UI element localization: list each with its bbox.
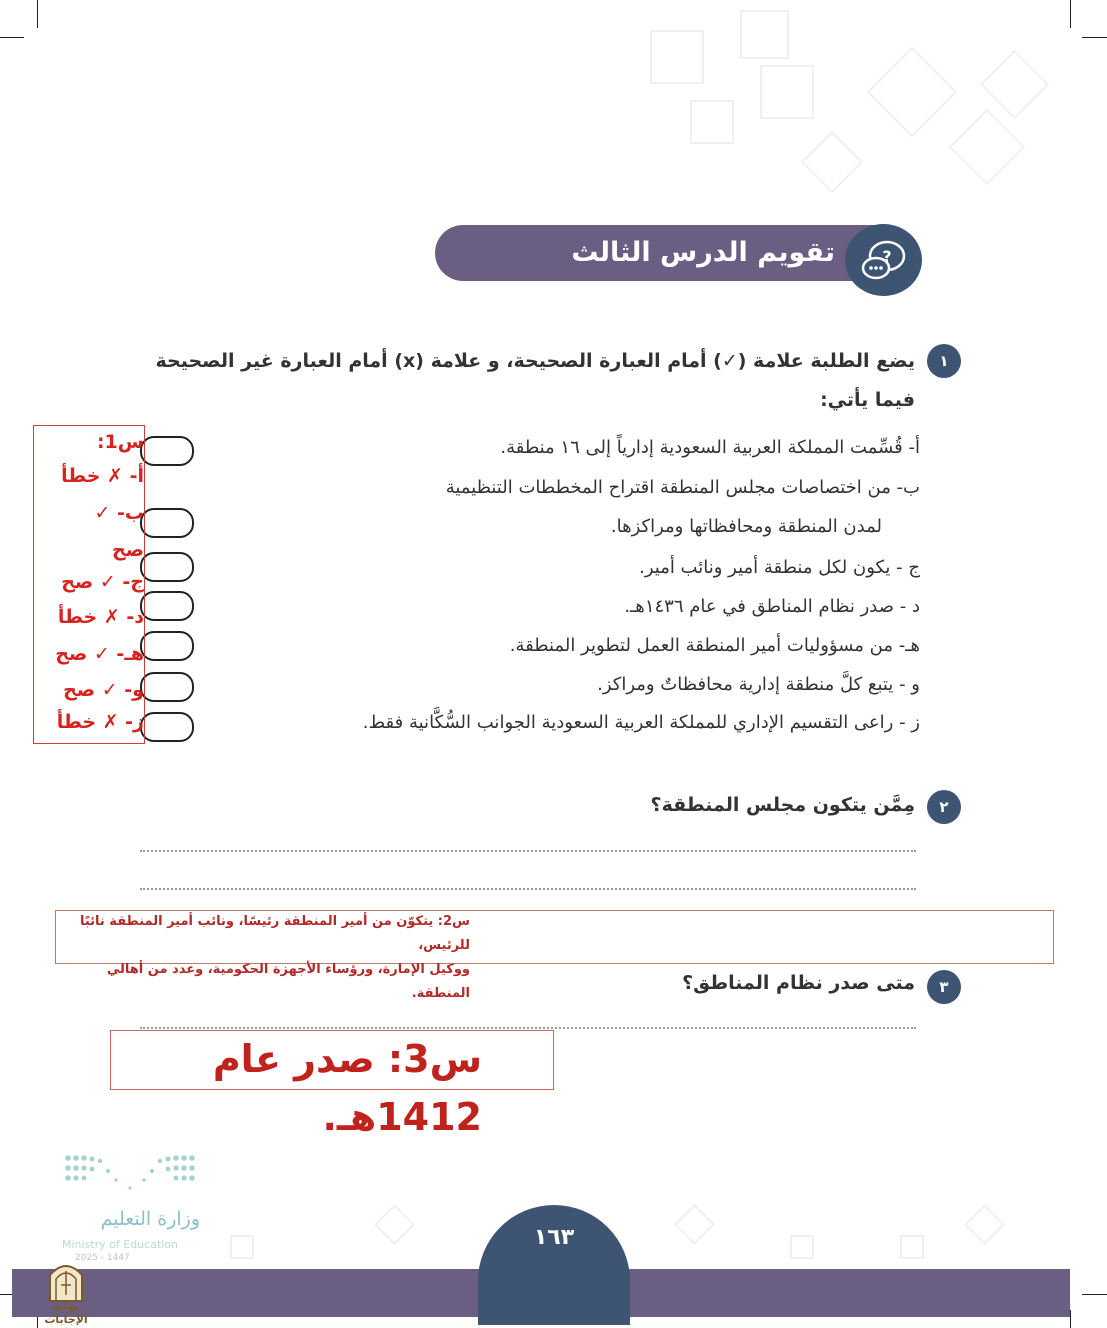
crop-mark xyxy=(1070,0,1071,28)
answer-box-c[interactable] xyxy=(140,552,194,582)
question-3-text: متى صدر نظام المناطق؟ xyxy=(682,972,915,994)
page-number: ١٦٣ xyxy=(533,1225,575,1250)
statement-c: ج - يكون لكل منطقة أمير ونائب أمير. xyxy=(639,557,920,578)
crop-mark xyxy=(0,37,24,38)
crop-mark xyxy=(1070,1310,1071,1328)
answer-box-a[interactable] xyxy=(140,436,194,466)
svg-text:?: ? xyxy=(882,247,892,266)
statement-f: و - يتبع كلَّ منطقة إدارية محافظاتٌ ومراكز. xyxy=(597,674,920,695)
statement-a: أ- قُسِّمت المملكة العربية السعودية إدارياً إلى ١٦ منطقة. xyxy=(500,437,920,458)
answer-box-f[interactable] xyxy=(140,672,194,702)
answer-heading: س1: xyxy=(96,431,144,453)
crop-mark xyxy=(37,0,38,28)
question-number: ٢ xyxy=(927,790,961,824)
answer-line xyxy=(140,1027,916,1029)
ministry-year: 2025 - 1447 xyxy=(75,1253,130,1263)
answer-q2-line2: ووكيل الإمارة، ورؤساء الأجهزة الحكومية، وعدد من أهالي المنطقة. xyxy=(106,962,470,1001)
answer-b: ب- ✓ xyxy=(94,502,144,524)
statement-b: ب- من اختصاصات مجلس المنطقة اقتراح المخططات التنظيمية xyxy=(445,477,920,498)
answer-box-d[interactable] xyxy=(140,591,194,621)
crop-mark xyxy=(1082,37,1107,38)
answer-q3: س3: صدر عام 1412هـ. xyxy=(212,1037,482,1139)
answer-box-b[interactable] xyxy=(140,508,194,538)
question-1-text: يضع الطلبة علامة (✓) أمام العبارة الصحيحة، و علامة (x) أمام العبارة غير الصحيحة فيما يأتي: xyxy=(155,350,915,411)
question-2-text: مِمَّن يتكون مجلس المنطقة؟ xyxy=(650,794,915,816)
answer-line xyxy=(140,888,916,890)
question-number: ١ xyxy=(927,344,961,378)
watermark-label: بوابة الإجابات xyxy=(44,1300,88,1326)
lesson-title: تقويم الدرس الثالث والعشرين xyxy=(571,237,835,318)
crop-mark xyxy=(1082,1294,1107,1295)
ministry-name-ar: وزارة التعليم xyxy=(100,1208,200,1230)
answer-a: أ- ✗ خطأ xyxy=(61,465,144,487)
statement-d: د - صدر نظام المناطق في عام ١٤٣٦هـ. xyxy=(624,596,920,617)
statement-g: ز - راعى التقسيم الإداري للمملكة العربية السعودية الجوانب السُّكَّانية فقط. xyxy=(362,712,920,733)
answer-q2-line1: س2: يتكوّن من أمير المنطقة رئيسًا، ونائب أمير المنطقة نائبًا للرئيس، xyxy=(79,914,470,953)
answer-box-g[interactable] xyxy=(140,712,194,742)
answer-d: د- ✗ خطأ xyxy=(57,606,144,628)
page-number-tab xyxy=(478,1205,630,1325)
answer-e: هـ- ✓ صح xyxy=(55,643,144,665)
answer-f: و- ✓ صح xyxy=(63,679,144,701)
answer-c: ج- ✓ صح xyxy=(61,571,144,593)
question-number: ٣ xyxy=(927,970,961,1004)
answer-line xyxy=(140,850,916,852)
answer-g: ز- ✗ خطأ xyxy=(56,711,144,733)
answer-b-word: صح xyxy=(111,539,144,561)
statement-e: هـ- من مسؤوليات أمير المنطقة العمل لتطوير المنطقة. xyxy=(509,635,920,656)
ministry-name-en: Ministry of Education xyxy=(62,1238,179,1251)
question-chat-icon xyxy=(845,224,922,296)
statement-b-continued: لمدن المنطقة ومحافظاتها ومراكزها. xyxy=(610,516,882,537)
answer-box-e[interactable] xyxy=(140,631,194,661)
